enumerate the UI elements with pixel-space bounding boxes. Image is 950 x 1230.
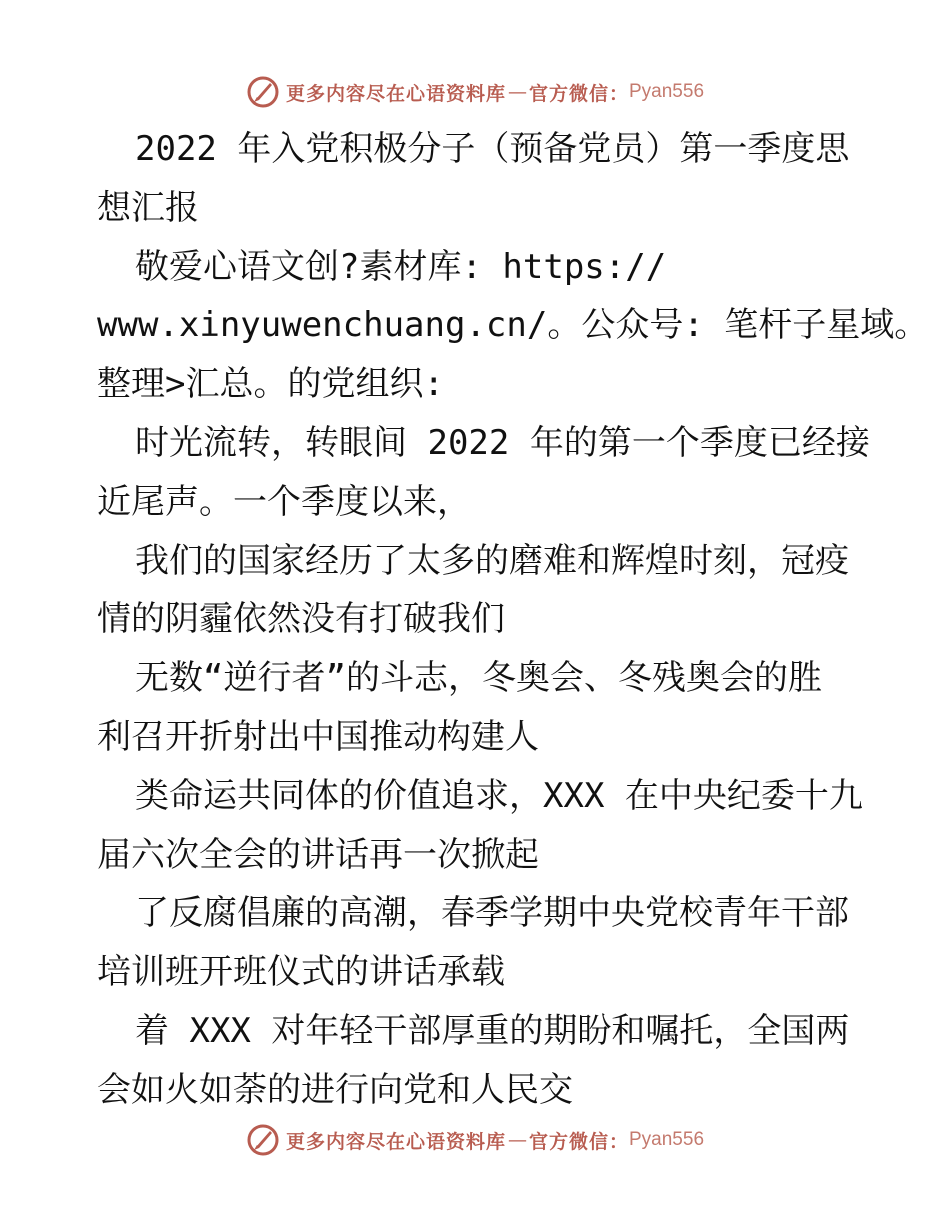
footer-wechat-id: Pyan556	[629, 1129, 705, 1150]
text-line: 类命运共同体的价值追求，XXX 在中央纪委十九	[135, 775, 863, 816]
header-banner-text: 更多内容尽在心语资料库	[285, 82, 506, 105]
footer-wechat-label: 官方微信：	[528, 1130, 629, 1153]
text-line: 敬爱心语文创?素材库: https://	[135, 246, 667, 287]
header-banner	[0, 72, 950, 112]
text-line: 情的阴霾依然没有打破我们	[97, 599, 505, 640]
text-line: 2022 年入党积极分子（预备党员）第一季度思	[135, 129, 850, 169]
text-line: 着 XXX 对年轻干部厚重的期盼和嘱托，全国两	[135, 1010, 850, 1051]
text-line: 无数“逆行者”的斗志，冬奥会、冬残奥会的胜	[135, 658, 822, 699]
text-line: 我们的国家经历了太多的磨难和辉煌时刻，冠疫	[135, 540, 849, 581]
text-line: 培训班开班仪式的讲话承载	[97, 952, 505, 993]
text-line: 利召开折射出中国推动构建人	[97, 716, 539, 757]
text-line: 会如火如荼的进行向党和人民交	[97, 1069, 573, 1110]
quill-logo-icon	[246, 1123, 280, 1157]
text-line: 整理>汇总。的党组织:	[97, 364, 444, 405]
document-body	[97, 120, 929, 1120]
header-banner-dash: —	[507, 81, 527, 103]
text-line: 想汇报	[97, 187, 199, 228]
footer-banner	[0, 1120, 950, 1160]
text-line: 了反腐倡廉的高潮，春季学期中央党校青年干部	[135, 893, 849, 934]
header-wechat-id: Pyan556	[629, 81, 705, 102]
text-line: 近尾声。一个季度以来，	[97, 481, 471, 522]
text-line: 时光流转，转眼间 2022 年的第一个季度已经接	[135, 422, 870, 463]
quill-logo-icon	[246, 75, 280, 109]
footer-banner-text: 更多内容尽在心语资料库	[285, 1130, 506, 1153]
text-line: 届六次全会的讲话再一次掀起	[97, 834, 539, 875]
footer-banner-dash: —	[507, 1129, 527, 1151]
header-wechat-label: 官方微信：	[528, 82, 629, 105]
text-line: www.xinyuwenchuang.cn/。公众号: 笔杆子星域。	[97, 305, 929, 346]
